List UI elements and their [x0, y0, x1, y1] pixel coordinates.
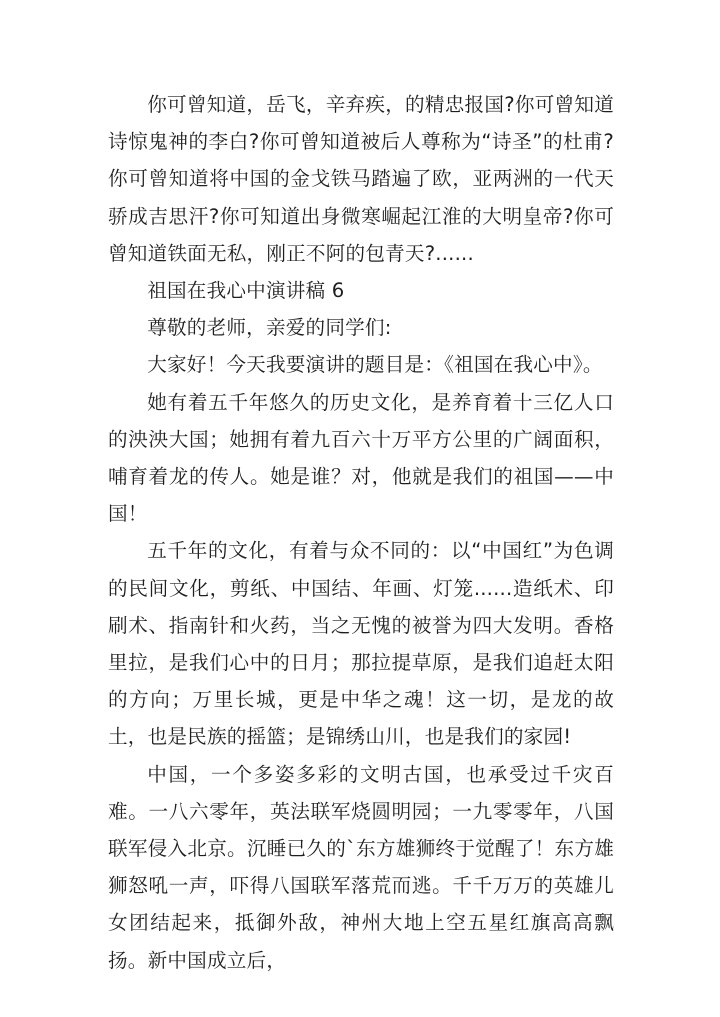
paragraph-famous-figures: 你可曾知道，岳飞，辛弃疾，的精忠报国?你可曾知道诗惊鬼神的李白?你可曾知道被后人尊称为“诗圣”的杜甫?你可曾知道将中国的金戈铁马踏遍了欧，亚两洲的一代天骄成吉思汗?你可知道出身微寒崛起江淮的大明皇帝?你可曾知道铁面无私，刚正不阿的包青天?......: [108, 93, 614, 265]
salutation: 尊敬的老师，亲爱的同学们:: [147, 316, 392, 340]
paragraph-history: 中国，一个多姿多彩的文明古国，也承受过千灾百难。一八六零年，英法联军烧圆明园；一九零零年，八国联军侵入北京。沉睡已久的`东方雄狮终于觉醒了！东方雄狮怒吼一声，吓得八国联军落荒而逃。千千万万的英雄儿女团结起来，抵御外敌，神州大地上空五星红旗高高飘扬。新中国成立后，: [108, 762, 614, 972]
paragraph-culture: 五千年的文化，有着与众不同的：以“中国红”为色调的民间文化，剪纸、中国结、年画、灯笼......造纸术、印刷术、指南针和火药，当之无愧的被誉为四大发明。香格里拉，是我们心中的日月；那拉提草原，是我们追赶太阳的方向；万里长城，更是中华之魂！这一切，是龙的故土，也是民族的摇篮；是锦绣山川，也是我们的家园!: [108, 539, 614, 749]
document-body: [108, 86, 614, 979]
speech-title: 祖国在我心中演讲稿 6: [147, 279, 345, 303]
paragraph-motherland-intro: 她有着五千年悠久的历史文化，是养育着十三亿人口的泱泱大国；她拥有着九百六十万平方公里的广阔面积，哺育着龙的传人。她是谁？对，他就是我们的祖国——中国！: [108, 390, 614, 526]
greeting-and-topic: 大家好！今天我要演讲的题目是：《祖国在我心中》。: [147, 353, 603, 377]
